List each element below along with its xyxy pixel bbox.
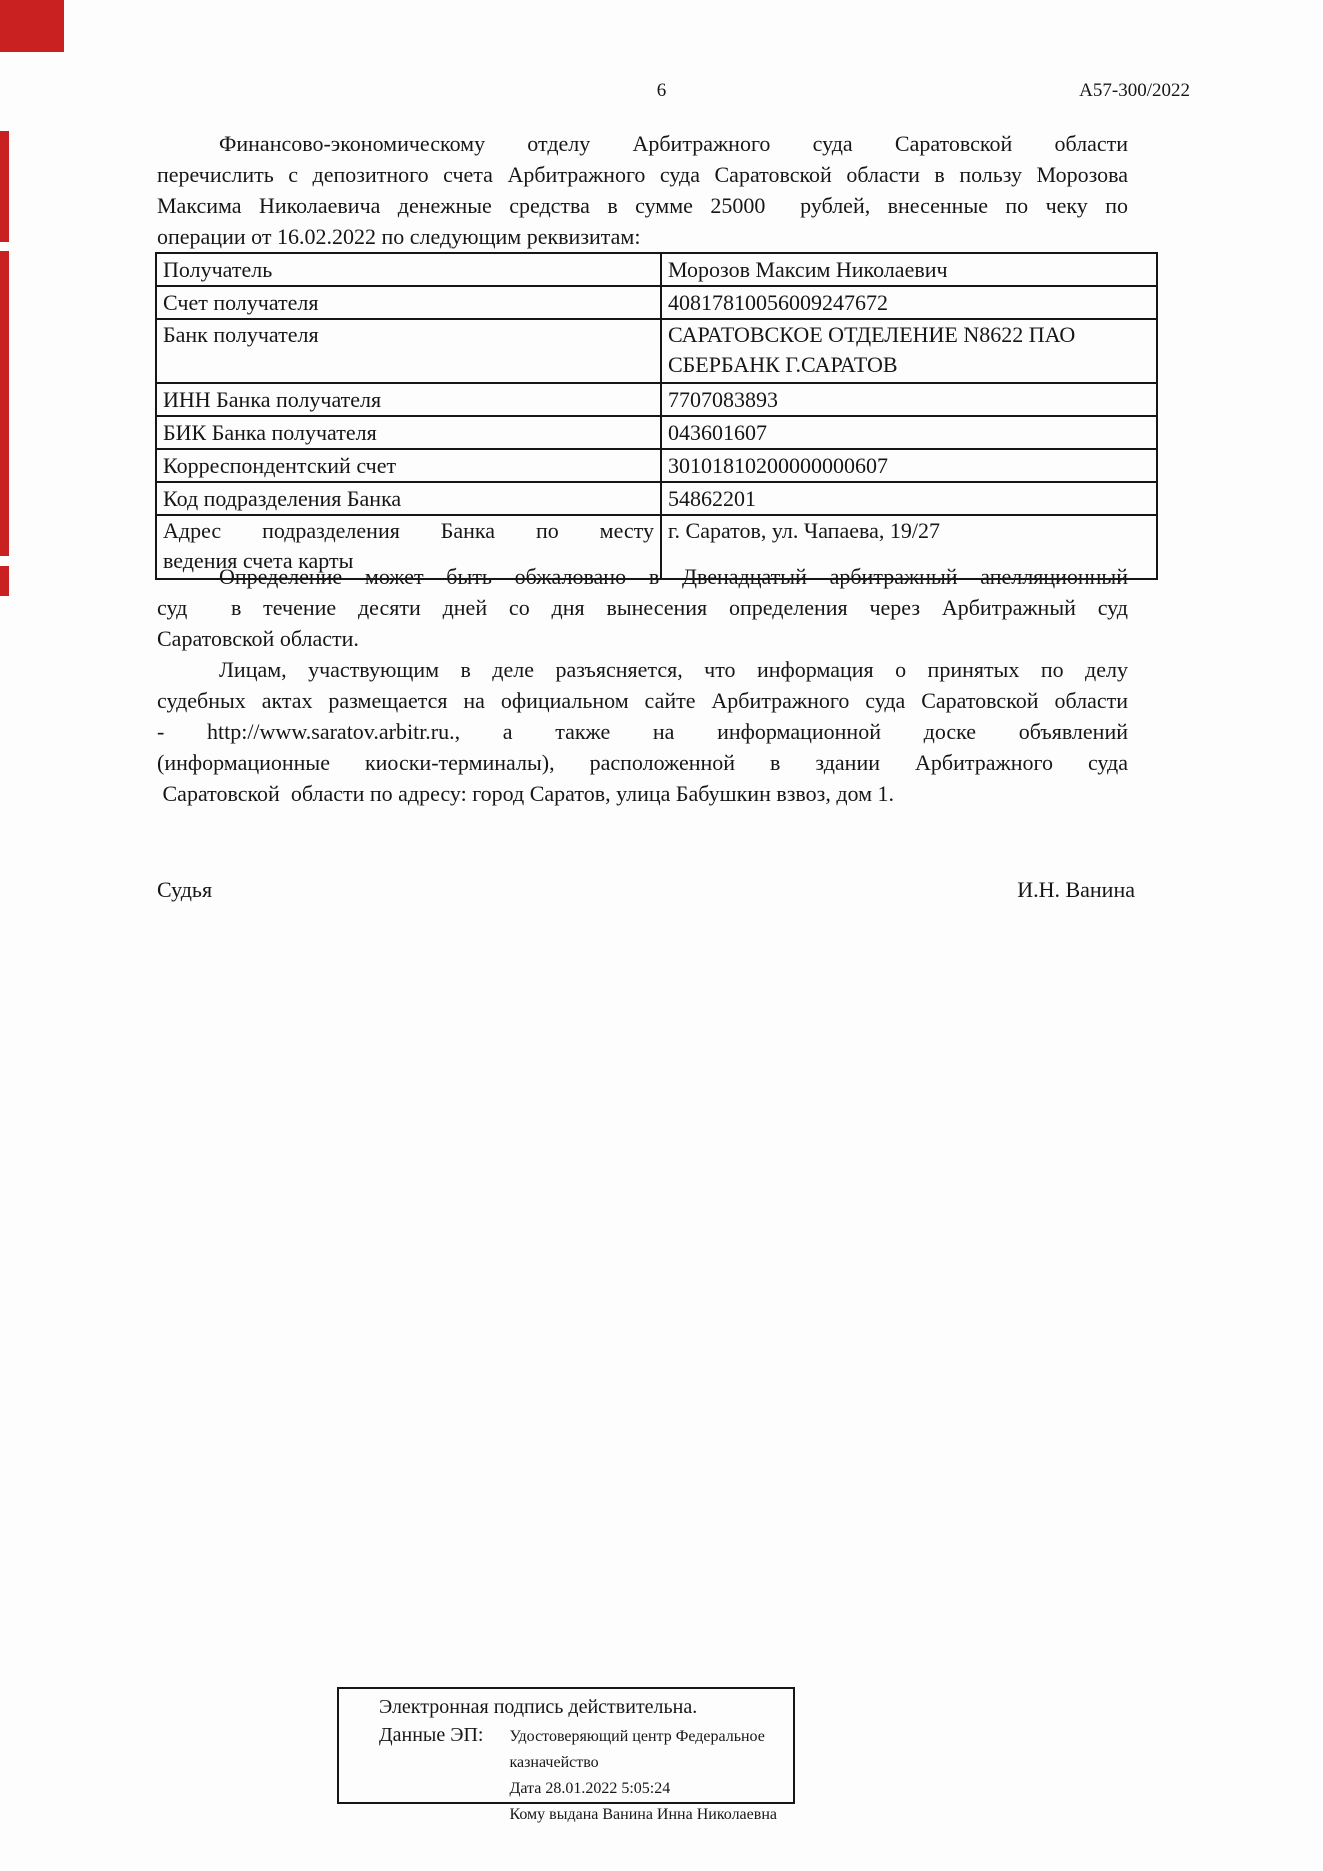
table-row bbox=[156, 319, 1157, 383]
table-row bbox=[156, 416, 1157, 449]
paragraph-line: Максима Николаевича денежные средства в сумме 25000 рублей, внесенные по чеку по bbox=[157, 193, 1128, 218]
red-edge-mark-corner bbox=[0, 0, 64, 52]
stamp-data-label: Данные ЭП: bbox=[379, 1724, 484, 1746]
paragraph-line: (информационные киоски-терминалы), расположенной в здании Арбитражного суда bbox=[157, 750, 1128, 775]
requisite-label: Получатель bbox=[156, 253, 661, 286]
red-edge-mark-bottom bbox=[0, 566, 9, 596]
table-row bbox=[156, 383, 1157, 416]
paragraph-appeal bbox=[157, 561, 1128, 654]
electronic-signature-stamp bbox=[337, 1687, 795, 1823]
requisite-value: г. Саратов, ул. Чапаева, 19/27 bbox=[661, 515, 1157, 579]
requisite-value: 40817810056009247672 bbox=[661, 286, 1157, 319]
paragraph-transfer bbox=[157, 128, 1128, 252]
case-number: А57-300/2022 bbox=[1079, 80, 1190, 101]
requisite-label: Код подразделения Банка bbox=[156, 482, 661, 515]
paragraph-line: - http://www.saratov.arbitr.ru., а также на информационной доске объявлений bbox=[157, 719, 1128, 744]
paragraph-line: перечислить с депозитного счета Арбитражного суда Саратовской области в пользу Морозова bbox=[157, 162, 1128, 187]
requisites-table bbox=[155, 252, 1158, 580]
stamp-authority: Удостоверяющий центр Федеральное казначейство bbox=[509, 1728, 765, 1771]
stamp-date: Дата 28.01.2022 5:05:24 bbox=[509, 1780, 671, 1797]
judge-role-label: Судья bbox=[157, 877, 213, 902]
requisite-value: 30101810200000000607 bbox=[661, 449, 1157, 482]
requisite-value: 043601607 bbox=[661, 416, 1157, 449]
paragraph-line: операции от 16.02.2022 по следующим реквизитам: bbox=[157, 224, 641, 249]
paragraph-info bbox=[157, 654, 1128, 809]
paragraph-line: Саратовской области по адресу: город Саратов, улица Бабушкин взвоз, дом 1. bbox=[157, 781, 895, 806]
paragraph-line: судебных актах размещается на официальном сайте Арбитражного суда Саратовской области bbox=[157, 688, 1128, 713]
table-row bbox=[156, 482, 1157, 515]
page-number: 6 bbox=[656, 80, 667, 101]
judge-name: И.Н. Ванина bbox=[1017, 877, 1135, 902]
paragraph-line: Саратовской области. bbox=[157, 626, 359, 651]
stamp-details-row bbox=[379, 1723, 785, 1828]
requisite-value: 54862201 bbox=[661, 482, 1157, 515]
requisite-label-line: Адрес подразделения Банка по месту bbox=[163, 518, 654, 543]
table-row bbox=[156, 449, 1157, 482]
stamp-issued-to: Кому выдана Ванина Инна Николаевна bbox=[509, 1806, 777, 1823]
signature-line bbox=[157, 874, 1135, 905]
red-edge-mark-middle bbox=[0, 251, 9, 556]
requisite-label: ИНН Банка получателя bbox=[156, 383, 661, 416]
requisite-label: Корреспондентский счет bbox=[156, 449, 661, 482]
paragraph-line: Определение может быть обжаловано в Двенадцатый арбитражный апелляционный bbox=[219, 564, 1128, 589]
paragraph-line: Лицам, участвующим в деле разъясняется, что информация о принятых по делу bbox=[219, 657, 1128, 682]
requisite-label: Счет получателя bbox=[156, 286, 661, 319]
table-row bbox=[156, 286, 1157, 319]
requisite-label-line: ведения счета карты bbox=[163, 548, 354, 573]
stamp-valid-text: Электронная подпись действительна. bbox=[379, 1696, 698, 1718]
paragraph-line: Финансово-экономическому отделу Арбитражного суда Саратовской области bbox=[219, 131, 1128, 156]
requisite-value: Морозов Максим Николаевич bbox=[661, 253, 1157, 286]
requisite-value: САРАТОВСКОЕ ОТДЕЛЕНИЕ N8622 ПАО СБЕРБАНК Г.САРАТОВ bbox=[661, 319, 1157, 383]
paragraph-line: суд в течение десяти дней со дня вынесения определения через Арбитражный суд bbox=[157, 595, 1128, 620]
requisite-label: Банк получателя bbox=[156, 319, 661, 383]
stamp-details bbox=[509, 1723, 785, 1828]
requisite-value: 7707083893 bbox=[661, 383, 1157, 416]
table-row bbox=[156, 253, 1157, 286]
red-edge-mark-top bbox=[0, 131, 9, 242]
requisite-label: БИК Банка получателя bbox=[156, 416, 661, 449]
